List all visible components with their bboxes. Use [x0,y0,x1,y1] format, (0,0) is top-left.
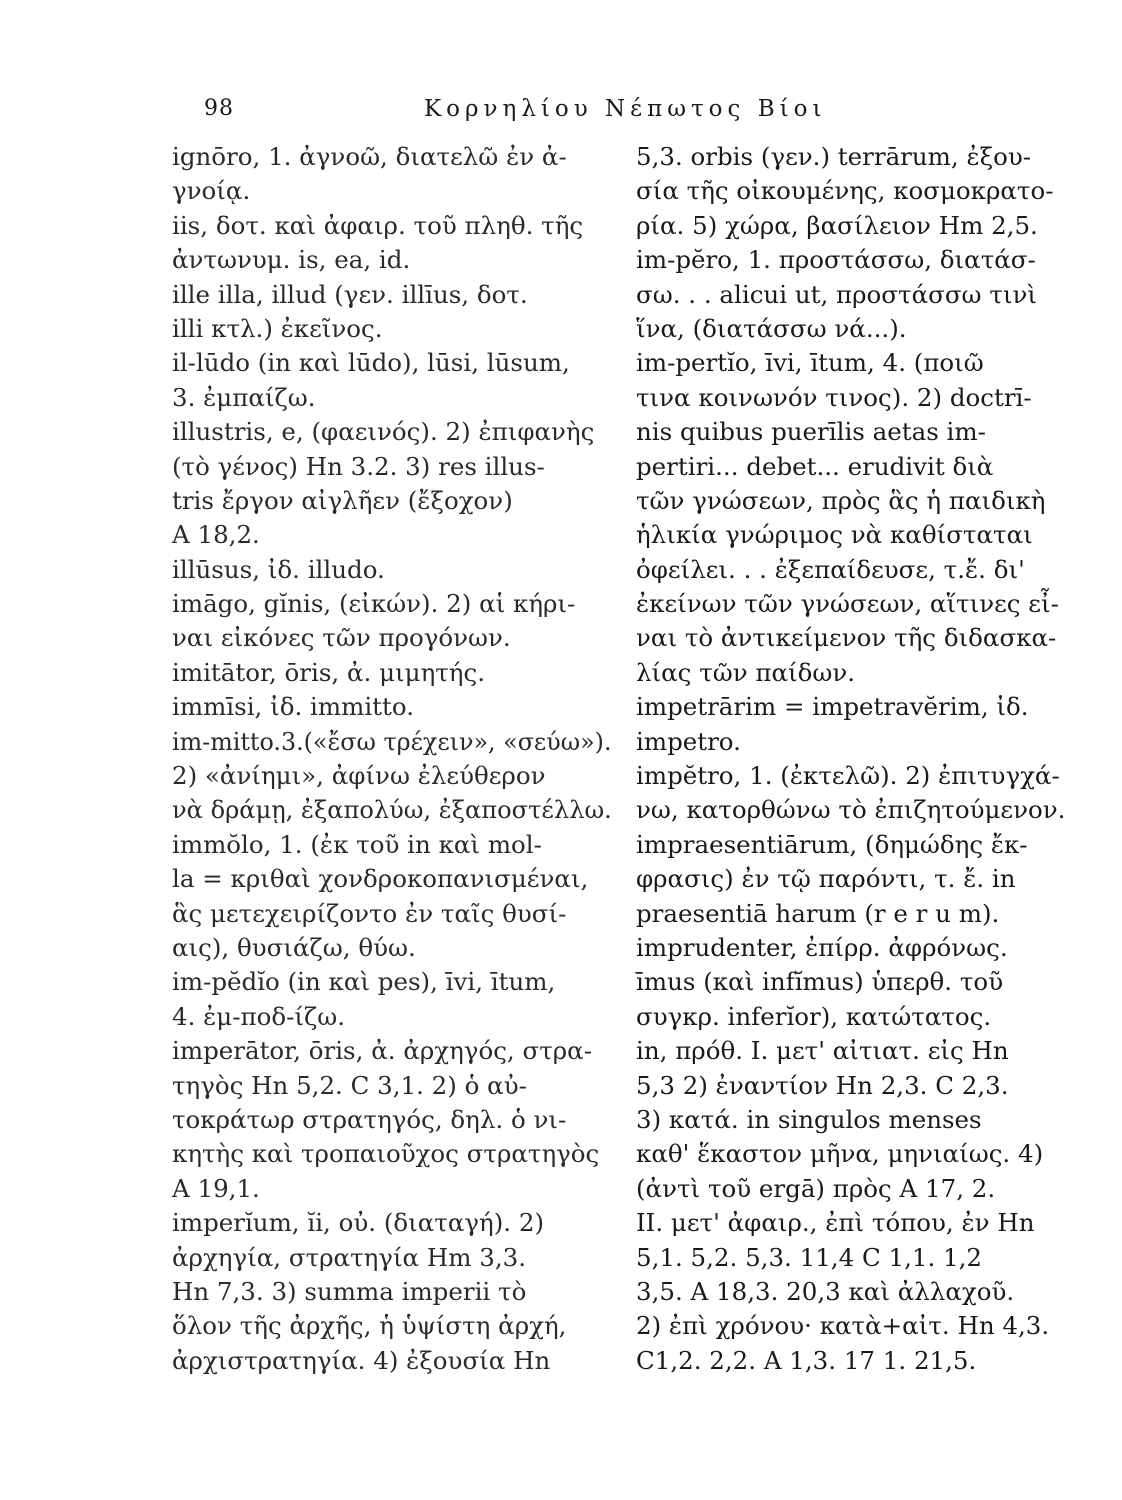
text-line: σία τῆς οἰκουμένης, κοσμοκρατο- [636,176,1054,206]
text-line: 2) ἐπὶ χρόνου· κατὰ+αἰτ. Hn 4,3. [636,1311,1050,1341]
text-line: ὅλον τῆς ἀρχῆς, ἡ ὑψίστη ἀρχή, [172,1311,567,1341]
text-line: κητὴς καὶ τροπαιοῦχος στρατηγὸς [172,1139,600,1169]
text-line: im-mitto.3.(«ἔσω τρέχειν», «σεύω»). [172,726,612,756]
text-line: im-pĕro, 1. προστάσσω, διατάσ- [636,245,1036,275]
text-line: illūsus, ἰδ. illudo. [172,554,385,584]
page-number: 98 [204,96,234,121]
text-line: immīsi, ἰδ. immitto. [172,692,414,722]
text-line: illustris, e, (φαεινός). 2) ἐπιφανὴς [172,417,595,447]
text-line: καθ' ἕκαστον μῆνα, μηνιαίως. 4) [636,1139,1044,1169]
text-line: īmus (καὶ infĭmus) ὑπερθ. τοῦ [636,967,1004,997]
text-line: A 19,1. [172,1173,260,1203]
text-line: Hn 7,3. 3) summa imperii τὸ [172,1276,527,1306]
text-line: φρασις) ἐν τῷ παρόντι, τ. ἔ. in [636,864,1016,894]
text-line: C1,2. 2,2. A 1,3. 17 1. 21,5. [636,1345,977,1375]
text-line: ἵνα, (διατάσσω νά...). [636,313,907,343]
text-line: 5,3. orbis (γεν.) terrārum, ἐξου- [636,142,1032,171]
text-line: 5,1. 5,2. 5,3. 11,4 C 1,1. 1,2 [636,1242,982,1272]
text-line: γνοίᾳ. [172,176,251,206]
text-line: 5,3 2) ἐναντίον Hn 2,3. C 2,3. [636,1070,1009,1100]
text-line: τινα κοινωνόν τινος). 2) doctrī- [636,382,1032,412]
text-line: in, πρόθ. I. μετ' αἰτιατ. εἰς Hn [636,1036,1009,1066]
text-line: τηγὸς Hn 5,2. C 3,1. 2) ὁ αὐ- [172,1070,527,1100]
text-line: τοκράτωρ στρατηγός, δηλ. ὁ νι- [172,1104,567,1134]
left-column [172,140,612,1378]
text-line: 2) «ἀνίημι», ἀφίνω ἐλεύθερον [172,761,546,791]
text-line: illi κτλ.) ἐκεῖνος. [172,313,383,343]
text-line: ὀφείλει. . . ἐξεπαίδευσε, τ.ἔ. δι' [636,554,1025,584]
text-line: λίας τῶν παίδων. [636,657,856,687]
text-line: imitātor, ōris, ἀ. μιμητής. [172,657,485,687]
text-line: συγκρ. inferĭor), κατώτατος. [636,1001,992,1031]
text-line: imprudenter, ἐπίρρ. ἀφρόνως. [636,932,1008,962]
text-line: αις), θυσιάζω, θύω. [172,932,416,962]
text-line: A 18,2. [172,520,260,550]
text-line: ἀρχιστρατηγία. 4) ἐξουσία Hn [172,1345,551,1375]
text-line: impetrārim = impetravĕrim, ἰδ. [636,692,1029,722]
text-line: ρία. 5) χώρα, βασίλειον Hm 2,5. [636,210,1038,240]
text-line: 3. ἐμπαίζω. [172,382,316,412]
text-line: imperĭum, ĭi, οὐ. (διαταγή). 2) [172,1208,545,1238]
text-line: ἡλικία γνώριμος νὰ καθίσταται [636,520,1033,550]
text-line: 4. ἐμ-ποδ-ίζω. [172,1001,346,1031]
text-line: la = κριθαὶ χονδροκοπανισμέναι, [172,864,589,894]
text-line: ναι εἰκόνες τῶν προγόνων. [172,623,511,653]
text-line: ναι τὸ ἀντικείμενον τῆς διδασκα- [636,623,1057,653]
text-line: τῶν γνώσεων, πρὸς ἃς ἡ παιδικὴ [636,485,1046,515]
text-line: ἐκείνων τῶν γνώσεων, αἵτινες εἶ- [636,589,1059,619]
text-line: ἀρχηγία, στρατηγία Hm 3,3. [172,1242,527,1272]
text-line: immŏlo, 1. (ἐκ τοῦ in καὶ mol- [172,829,542,859]
text-line: il-lūdo (in καὶ lūdo), lūsi, lūsum, [172,348,570,378]
text-line: im-pĕdĭo (in καὶ pes), īvi, ītum, [172,967,556,997]
text-line: nis quibus puerīlis aetas im- [636,417,986,447]
text-line: im-pertĭo, īvi, ītum, 4. (ποιῶ [636,348,984,378]
right-column [636,140,1092,1378]
text-line: νω, κατορθώνω τὸ ἐπιζητούμενον. [636,795,1066,825]
text-line: ἃς μετεχειρίζοντο ἐν ταῖς θυσί- [172,898,567,928]
text-line: ἀντωνυμ. is, ea, id. [172,245,411,275]
text-line: praesentiā harum (r e r u m). [636,898,1000,928]
text-line: impĕtro, 1. (ἐκτελῶ). 2) ἐπιτυγχά- [636,761,1060,791]
text-line: 3,5. A 18,3. 20,3 καὶ ἀλλαχοῦ. [636,1276,1015,1306]
text-line: II. μετ' ἀφαιρ., ἐπὶ τόπου, ἐν Hn [636,1208,1035,1238]
text-line: imperātor, ōris, ἀ. ἀρχηγός, στρα- [172,1036,592,1066]
text-line: νὰ δράμῃ, ἐξαπολύω, ἐξαποστέλλω. [172,795,612,825]
text-line: (ἀντὶ τοῦ ergā) πρὸς A 17, 2. [636,1173,996,1203]
text-line: (τὸ γένος) Hn 3.2. 3) res illus- [172,451,545,481]
running-title: Κορνηλίου Νέπωτος Βίοι [424,96,827,122]
text-line: ignōro, 1. ἀγνοῶ, διατελῶ ἐν ἀ- [172,142,567,171]
text-line: ille illa, illud (γεν. illīus, δοτ. [172,279,528,309]
text-line: pertiri... debet... erudivit διὰ [636,451,994,481]
text-line: impraesentiārum, (δημώδης ἔκ- [636,829,1028,859]
text-line: impetro. [636,726,741,756]
text-line: tris ἔργον αἰγλῆεν (ἔξοχον) [172,485,513,515]
text-line: σω. . . alicui ut, προστάσσω τινὶ [636,279,1037,309]
text-line: imāgo, gĭnis, (εἰκών). 2) αἱ κήρι- [172,589,576,619]
text-line: 3) κατά. in singulos menses [636,1104,982,1134]
text-line: iis, δοτ. καὶ ἀφαιρ. τοῦ πληθ. τῆς [172,210,584,240]
